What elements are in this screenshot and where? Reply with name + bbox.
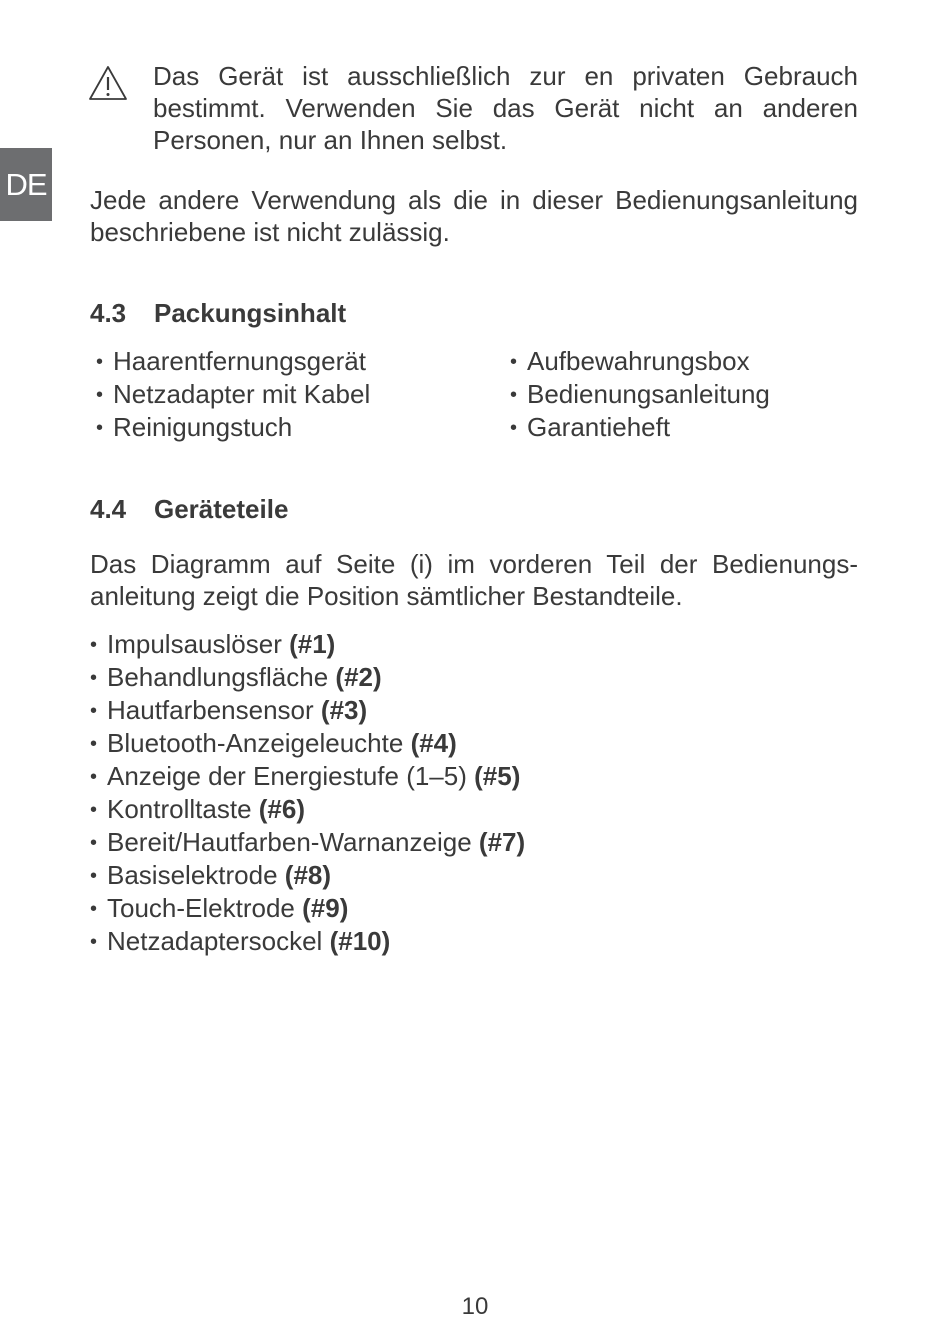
section-title: Geräteteile [154, 494, 289, 524]
list-item: • Garantieheft [510, 412, 671, 442]
bullet: • [510, 417, 518, 439]
list-item: • Impulsauslöser (#1) [90, 629, 336, 659]
bullet: • [90, 931, 98, 953]
bullet: • [90, 667, 98, 689]
list-item: • Reinigungstuch [96, 412, 293, 442]
section-title: Packungsinhalt [154, 298, 347, 328]
list-item: • Anzeige der Energiestufe (1–5) (#5) [90, 761, 521, 791]
list-item: • Touch-Elektrode (#9) [90, 893, 349, 923]
list-item: • Netzadaptersockel (#10) [90, 926, 391, 956]
warning-notice [88, 60, 858, 156]
section-number: 4.4 [90, 494, 127, 524]
part-reference: (#6) [258, 794, 306, 824]
bullet: • [96, 384, 104, 406]
package-contents-right [510, 345, 770, 444]
device-parts-list [90, 628, 525, 958]
usage-paragraph: Jede andere Verwendung als die in dieser Bedienungsanleitung beschriebene ist nicht zulässig. [90, 185, 858, 247]
package-contents-left [96, 345, 370, 444]
list-item: • Kontrolltaste (#6) [90, 794, 306, 824]
part-reference: (#7) [478, 827, 526, 857]
section-heading-4-3 [90, 297, 346, 329]
list-item: • Hautfarbensensor (#3) [90, 695, 368, 725]
list-item: • Bedienungsanleitung [510, 379, 770, 409]
page-number: 10 [461, 1293, 489, 1320]
section-number: 4.3 [90, 298, 127, 328]
part-reference: (#4) [410, 728, 457, 758]
part-reference: (#3) [320, 695, 368, 725]
list-item: • Bluetooth-Anzeigeleuchte (#4) [90, 728, 457, 758]
section-heading-4-4 [90, 493, 288, 525]
language-tab: DE [0, 148, 52, 221]
bullet: • [90, 832, 98, 854]
part-reference: (#5) [474, 761, 521, 791]
bullet: • [90, 799, 98, 821]
list-item: • Haarentfernungsgerät [96, 346, 366, 376]
diagram-intro-paragraph: Das Diagramm auf Seite (i) im vorderen Teil der Bedienungs-anleitung zeigt die Position sämtlicher Bestandteile. [90, 549, 858, 611]
bullet: • [90, 898, 98, 920]
list-item: • Basiselektrode (#8) [90, 860, 332, 890]
bullet: • [510, 384, 518, 406]
bullet: • [96, 417, 104, 439]
list-item: • Netzadapter mit Kabel [96, 379, 371, 409]
warning-text: Das Gerät ist ausschließlich zur en privaten Gebrauch bestimmt. Verwenden Sie das Gerät nicht an anderen Personen, nur an Ihnen selbst. [153, 61, 858, 155]
warning-triangle-icon [88, 64, 128, 102]
part-reference: (#9) [302, 893, 349, 923]
bullet: • [90, 634, 98, 656]
list-item: • Behandlungsfläche (#2) [90, 662, 382, 692]
part-reference: (#2) [335, 662, 382, 692]
bullet: • [90, 733, 98, 755]
part-reference: (#10) [329, 926, 391, 956]
bullet: • [510, 351, 518, 373]
bullet: • [90, 865, 98, 887]
bullet: • [90, 700, 98, 722]
list-item: • Bereit/Hautfarben-Warnanzeige (#7) [90, 827, 526, 857]
part-reference: (#8) [284, 860, 332, 890]
bullet: • [90, 766, 98, 788]
list-item: • Aufbewahrungsbox [510, 346, 750, 376]
part-reference: (#1) [289, 629, 336, 659]
bullet: • [96, 351, 104, 373]
